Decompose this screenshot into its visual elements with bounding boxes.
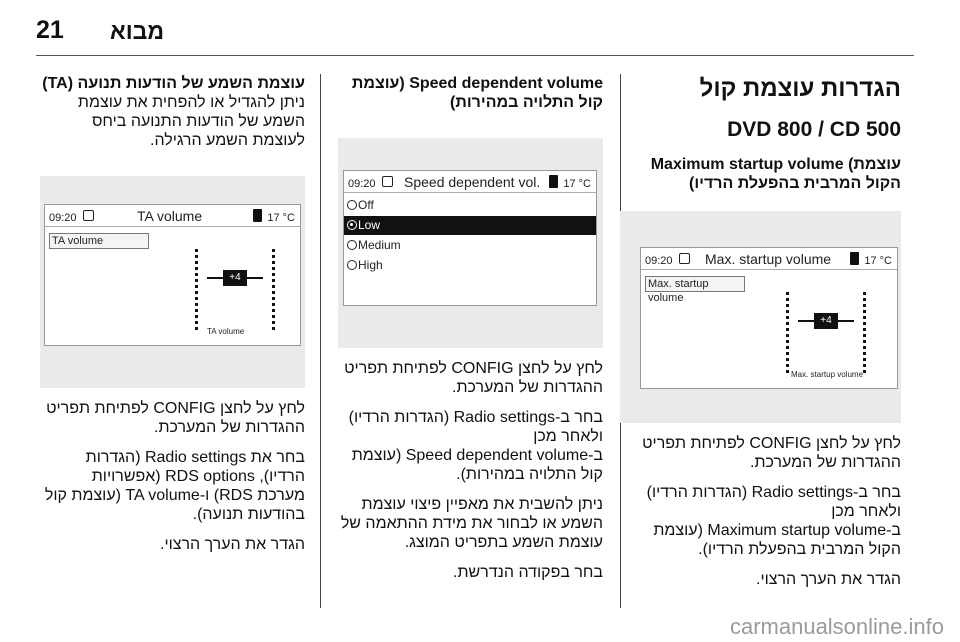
option-off bbox=[344, 196, 596, 215]
temperature: 17 °C bbox=[563, 178, 591, 190]
timer-icon bbox=[83, 210, 94, 221]
screen-title: Speed dependent vol. bbox=[404, 174, 541, 190]
option-label: Medium bbox=[358, 238, 401, 252]
scale-dots bbox=[863, 292, 866, 376]
screen-illustration bbox=[40, 176, 305, 388]
display-screen bbox=[343, 170, 597, 306]
subsection-heading: עוצמת) Maximum startup volume הקול המרבית בהפעלת הרדיו) bbox=[650, 156, 901, 192]
subsection-heading: עוצמת השמע של הודעות תנועה (TA) bbox=[42, 75, 305, 92]
volume-slider bbox=[786, 292, 866, 376]
phone-icon bbox=[850, 252, 859, 265]
paragraph: הגדר את הערך הרצוי. bbox=[756, 571, 901, 588]
speed-volume-column bbox=[338, 70, 603, 582]
watermark: carmanualsonline.info bbox=[729, 614, 944, 639]
slider-value: +4 bbox=[814, 313, 838, 329]
paragraph: בחר בפקודה הנדרשת. bbox=[453, 564, 603, 581]
section-title: מבוא bbox=[110, 18, 165, 44]
scale-dots bbox=[272, 249, 275, 333]
slider-caption: Max. startup volume bbox=[791, 370, 864, 379]
page-number: 21 bbox=[36, 16, 64, 44]
option-label: Off bbox=[358, 198, 374, 212]
paragraph: לחץ על לחצן CONFIG לפתיחת תפריט ההגדרות של המערכת. bbox=[642, 435, 901, 471]
display-screen bbox=[640, 247, 898, 389]
radio-icon bbox=[347, 260, 357, 270]
screen-illustration bbox=[620, 211, 901, 423]
paragraph: לחץ על לחצן CONFIG לפתיחת תפריט ההגדרות של המערכת. bbox=[344, 360, 603, 396]
paragraph: ב-Maximum startup volume (עוצמת הקול המרבית בהפעלת הרדיו). bbox=[653, 522, 901, 558]
clock: 09:20 bbox=[348, 178, 376, 190]
timer-icon bbox=[679, 253, 690, 264]
screen-title: TA volume bbox=[137, 208, 203, 224]
screen-illustration bbox=[338, 138, 603, 348]
slider-value: +4 bbox=[223, 270, 247, 286]
paragraph: ניתן להשבית את מאפיין פיצוי עוצמת השמע או לבחור את מידת ההתאמה של עוצמת השמע בתפריט המוצג. bbox=[340, 496, 603, 551]
temperature: 17 °C bbox=[864, 255, 892, 267]
screen-titlebar bbox=[344, 171, 596, 193]
timer-icon bbox=[382, 176, 393, 187]
subsection-heading: Speed dependent volume (עוצמת קול התלויה במהירות) bbox=[351, 75, 603, 111]
scale-dots bbox=[786, 292, 789, 376]
ta-volume-column bbox=[40, 70, 305, 554]
page-header bbox=[36, 14, 914, 56]
paragraph: בחר את Radio settings (הגדרות הרדיו), RDS options (אפשרויות מערכת RDS) ו-TA volume (עוצמת קול בהודעות תנועה). bbox=[44, 449, 305, 523]
column-divider bbox=[320, 74, 321, 608]
screen-titlebar bbox=[641, 248, 897, 270]
screen-title: Max. startup volume bbox=[705, 251, 832, 267]
phone-icon bbox=[549, 175, 558, 188]
screen-titlebar bbox=[45, 205, 300, 227]
volume-slider bbox=[195, 249, 275, 333]
menu-item-label: TA volume bbox=[49, 233, 149, 249]
radio-icon bbox=[347, 240, 357, 250]
radio-icon bbox=[347, 200, 357, 210]
scale-dots bbox=[195, 249, 198, 333]
slider-caption: TA volume bbox=[207, 327, 245, 336]
section-heading: הגדרות עוצמת קול bbox=[699, 75, 901, 102]
paragraph: הגדר את הערך הרצוי. bbox=[160, 536, 305, 553]
paragraph: לחץ על לחצן CONFIG לפתיחת תפריט ההגדרות של המערכת. bbox=[46, 400, 305, 436]
temperature: 17 °C bbox=[267, 212, 295, 224]
paragraph: בחר ב-Radio settings (הגדרות הרדיו) ולאחר מכן bbox=[348, 409, 603, 445]
phone-icon bbox=[253, 209, 262, 222]
option-label: High bbox=[358, 258, 383, 272]
paragraph: בחר ב-Radio settings (הגדרות הרדיו) ולאחר מכן bbox=[646, 484, 901, 520]
clock: 09:20 bbox=[645, 255, 673, 267]
menu-item-label: Max. startup volume bbox=[645, 276, 745, 292]
option-high bbox=[344, 256, 596, 275]
display-screen bbox=[44, 204, 301, 346]
radio-selected-icon bbox=[347, 220, 357, 230]
option-medium bbox=[344, 236, 596, 255]
model-heading: DVD 800 / CD 500 bbox=[727, 118, 901, 141]
clock: 09:20 bbox=[49, 212, 77, 224]
volume-settings-column bbox=[620, 70, 901, 589]
paragraph: ב-Speed dependent volume (עוצמת קול התלויה במהירות). bbox=[351, 447, 603, 483]
option-low bbox=[344, 216, 596, 235]
option-label: Low bbox=[358, 218, 381, 232]
paragraph: ניתן להגדיל או להפחית את עוצמת השמע של הודעות התנועה ביחס לעוצמת השמע הרגילה. bbox=[77, 94, 305, 149]
